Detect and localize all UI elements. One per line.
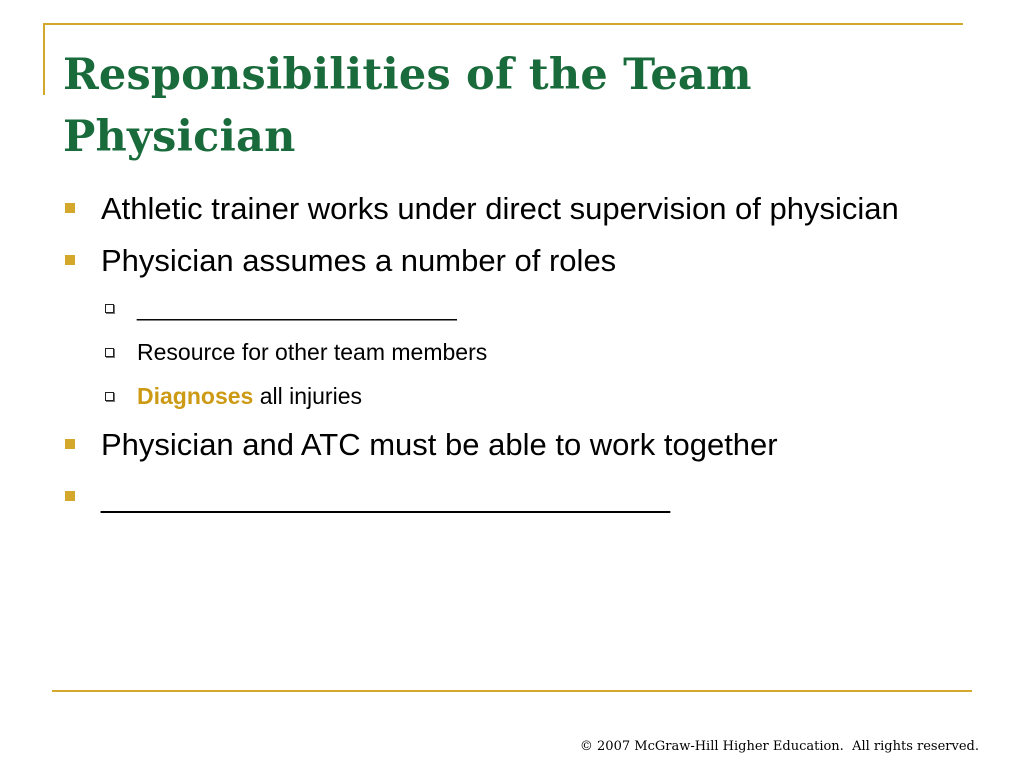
bullet-text: Physician and ATC must be able to work together	[101, 427, 778, 462]
filled-square-icon	[65, 491, 75, 501]
bullet-text: _________________________________	[101, 479, 670, 514]
sub-bullet-item	[60, 292, 960, 324]
filled-square-icon	[65, 255, 75, 265]
sub-bullet-text: all injuries	[253, 383, 362, 409]
bullet-list	[60, 188, 960, 528]
bullet-text: Athletic trainer works under direct supervision of physician	[101, 191, 899, 226]
top-border-line	[43, 23, 963, 25]
filled-square-icon	[65, 439, 75, 449]
filled-square-icon	[65, 203, 75, 213]
bullet-text: Physician assumes a number of roles	[101, 243, 617, 278]
bullet-item	[60, 188, 960, 230]
bullet-item	[60, 476, 960, 518]
hollow-square-icon	[105, 304, 114, 313]
left-border-line	[43, 23, 45, 95]
sub-bullet-item	[60, 380, 960, 412]
sub-bullet-text: _________________________	[137, 295, 457, 321]
bullet-item	[60, 424, 960, 466]
sub-bullet-text: Resource for other team members	[137, 339, 488, 365]
emphasis-text: Diagnoses	[137, 383, 254, 409]
sub-bullet-item	[60, 336, 960, 368]
hollow-square-icon	[105, 392, 114, 401]
bullet-item	[60, 240, 960, 282]
copyright-footer: © 2007 McGraw-Hill Higher Education. All rights reserved.	[579, 739, 979, 754]
slide-title: Responsibilities of the Team Physician	[63, 50, 752, 162]
bottom-border-line	[52, 690, 972, 692]
hollow-square-icon	[105, 348, 114, 357]
